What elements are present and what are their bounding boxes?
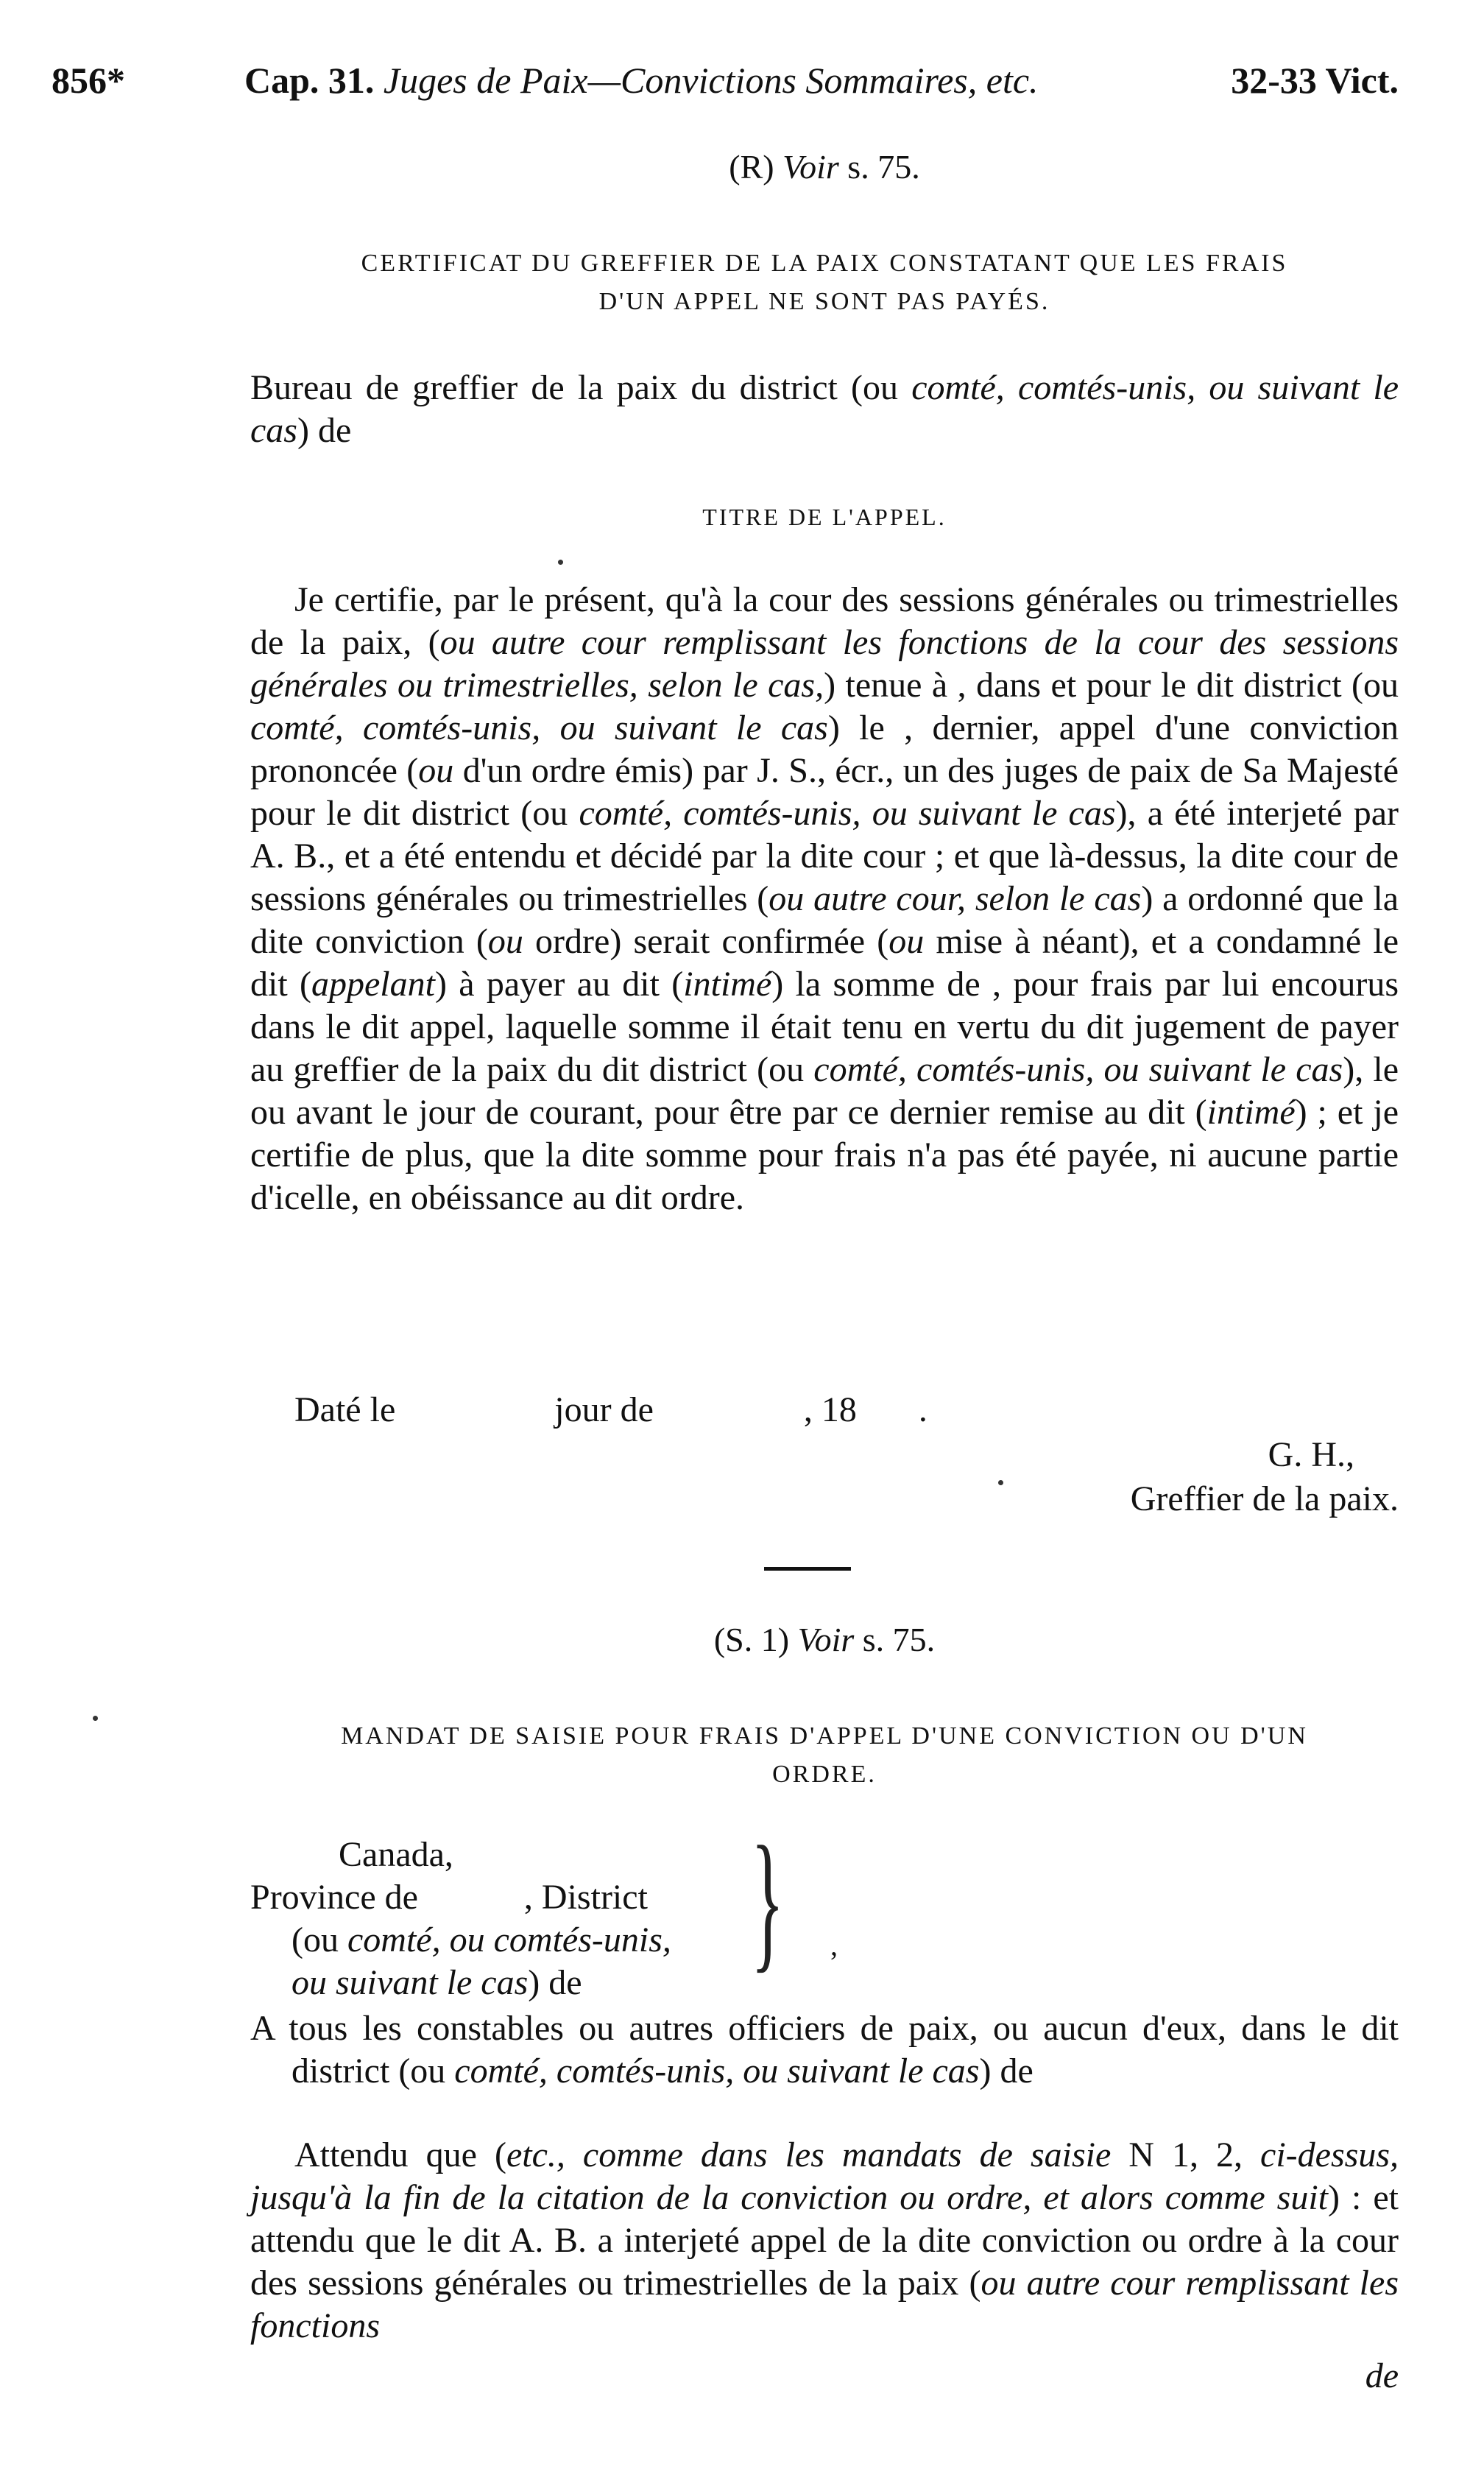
address-text-end: ) de xyxy=(979,2051,1034,2091)
form-r-reference xyxy=(250,147,1399,186)
venue-text: (ou xyxy=(292,1920,347,1959)
form-r-letter: (R) xyxy=(729,148,774,186)
body-text: mise à néant), et a condamné le dit ( xyxy=(250,922,1399,1004)
whereas-italic: etc., comme dans les mandats de saisie xyxy=(506,2135,1112,2174)
bureau-text: Bureau de greffier de la paix du district (ou xyxy=(250,368,912,407)
catchword-text: de xyxy=(1365,2356,1399,2395)
running-head xyxy=(52,59,1399,118)
form-s1-letter: (S. 1) xyxy=(713,1621,790,1658)
catchword xyxy=(250,2355,1399,2398)
whereas-italic: ci-dessus, jusqu'à la fin de la citation de la conviction ou ordre, et alors comme suit xyxy=(250,2135,1399,2217)
form-s1-section: s. 75. xyxy=(862,1621,936,1658)
chapter-title: Juges de Paix—Convictions Sommaires, etc. xyxy=(383,60,1039,101)
bureau-text-end: ) de xyxy=(297,411,352,450)
venue-line4 xyxy=(250,1962,824,2004)
signature-name: G. H., xyxy=(1268,1435,1354,1474)
print-speck xyxy=(93,1716,98,1721)
body-text: ) ; et je certifie de plus, que la dite somme pour frais n'a pas été payée, ni aucune partie d'icelle, en obéissance au dit ordre. xyxy=(250,1093,1399,1217)
address-text: A tous les constables ou autres officiers de paix, ou aucun d'eux, dans le dit district (ou xyxy=(250,2009,1399,2091)
venue-brace: } xyxy=(751,1815,785,1986)
venue-italic: ou suivant le cas xyxy=(292,1963,529,2002)
bureau-italic: comté, comtés-unis, ou suivant le cas xyxy=(250,368,1399,450)
body-italic: ou xyxy=(487,922,523,961)
body-italic: comté, comtés-unis, ou suivant le cas xyxy=(250,708,828,747)
form-r-body xyxy=(250,579,1399,1219)
form-s1-title xyxy=(250,1717,1399,1794)
body-italic: intimé xyxy=(1206,1093,1296,1132)
form-r-bureau xyxy=(250,367,1399,452)
whereas-text: N 1, 2, xyxy=(1111,2135,1261,2174)
body-italic: ou autre cour remplissant les fonctions de la cour des sessions générales ou trimestrielles, selon le cas, xyxy=(250,623,1399,705)
form-s1-reference xyxy=(250,1620,1399,1659)
body-italic: intimé xyxy=(683,965,772,1004)
whereas-text: ) : et attendu que le dit A. B. a interjeté appel de la dite conviction ou ordre à la cour des sessions générales ou trimestrielles de la paix ( xyxy=(250,2178,1399,2303)
venue-block xyxy=(250,1834,824,2004)
form-s1-title-line2: ORDRE. xyxy=(772,1761,877,1788)
body-italic: comté, comtés-unis, ou suivant le cas xyxy=(579,794,1116,833)
form-r-title-line2: D'UN APPEL NE SONT PAS PAYÉS. xyxy=(598,288,1050,315)
venue-line1: Canada, xyxy=(339,1835,453,1874)
body-text: d'un ordre émis) par J. S., écr., un des juges de paix de Sa Majesté pour le dit district (ou xyxy=(250,751,1399,833)
form-s1-voir: Voir xyxy=(797,1621,855,1658)
body-text: ordre) serait confirmée ( xyxy=(523,922,889,961)
print-speck xyxy=(998,1480,1003,1485)
venue-italic: comté, ou comtés-unis, xyxy=(347,1920,671,1959)
regnal-years: 32-33 Vict. xyxy=(1231,60,1399,101)
form-r-title-line1: CERTIFICAT DU GREFFIER DE LA PAIX CONSTATANT QUE LES FRAIS xyxy=(361,250,1288,277)
section-divider xyxy=(764,1567,851,1571)
address-italic: comté, comtés-unis, ou suivant le cas xyxy=(454,2051,980,2091)
venue-text: ) de xyxy=(528,1963,582,2002)
signature xyxy=(1131,1433,1399,1521)
body-italic: appelant xyxy=(311,965,435,1004)
form-r-voir: Voir xyxy=(782,148,839,186)
body-text: ) tenue à , dans et pour le dit district (ou xyxy=(824,666,1399,705)
body-text: ) a ordonné que la dite conviction ( xyxy=(250,879,1399,961)
running-title xyxy=(244,59,1039,102)
address-block xyxy=(250,2007,1399,2093)
body-italic: comté, comtés-unis, ou suivant le cas xyxy=(813,1050,1343,1089)
print-speck xyxy=(558,560,563,565)
form-s1-title-line1: MANDAT DE SAISIE POUR FRAIS D'APPEL D'UNE CONVICTION OU D'UN xyxy=(341,1722,1308,1750)
chapter-number: Cap. 31. xyxy=(244,60,375,101)
whereas-italic: ou autre cour remplissant les fonctions xyxy=(250,2264,1399,2345)
body-italic: ou autre cour, selon le cas xyxy=(768,879,1142,918)
body-text: ), a été interjeté par A. B., et a été entendu et décidé par la dite cour ; et que là-dessus, la dite cour de sessions générales ou trimestrielles ( xyxy=(250,794,1399,918)
date-line: Daté le jour de , 18 . xyxy=(294,1390,928,1429)
page-number: 856* xyxy=(52,60,125,101)
signature-title: Greffier de la paix. xyxy=(1130,1479,1399,1518)
whereas-block xyxy=(250,2134,1399,2348)
body-italic: ou xyxy=(418,751,454,790)
form-r-title xyxy=(250,244,1399,321)
body-text: Je certifie, par le présent, qu'à la cour des sessions générales ou trimestrielles de la paix, ( xyxy=(250,580,1399,662)
venue-brace-comma: , xyxy=(830,1929,838,1962)
appeal-title: TITRE DE L'APPEL. xyxy=(702,504,947,530)
body-text: ) à payer au dit ( xyxy=(434,965,684,1004)
body-text: ), le ou avant le jour de courant, pour être par ce dernier remise au dit ( xyxy=(250,1050,1399,1132)
venue-line2: Province de , District xyxy=(250,1878,648,1917)
body-italic: ou xyxy=(888,922,925,961)
whereas-text: Attendu que ( xyxy=(294,2135,506,2174)
form-r-section: s. 75. xyxy=(847,148,920,186)
body-text: ) le , dernier, appel d'une conviction prononcée ( xyxy=(250,708,1399,790)
venue-line3 xyxy=(250,1919,824,1962)
body-text: ) la somme de , pour frais par lui encourus dans le dit appel, laquelle somme il était tenu en vertu du dit jugement de payer au greffier de la paix du dit district (ou xyxy=(250,965,1399,1089)
